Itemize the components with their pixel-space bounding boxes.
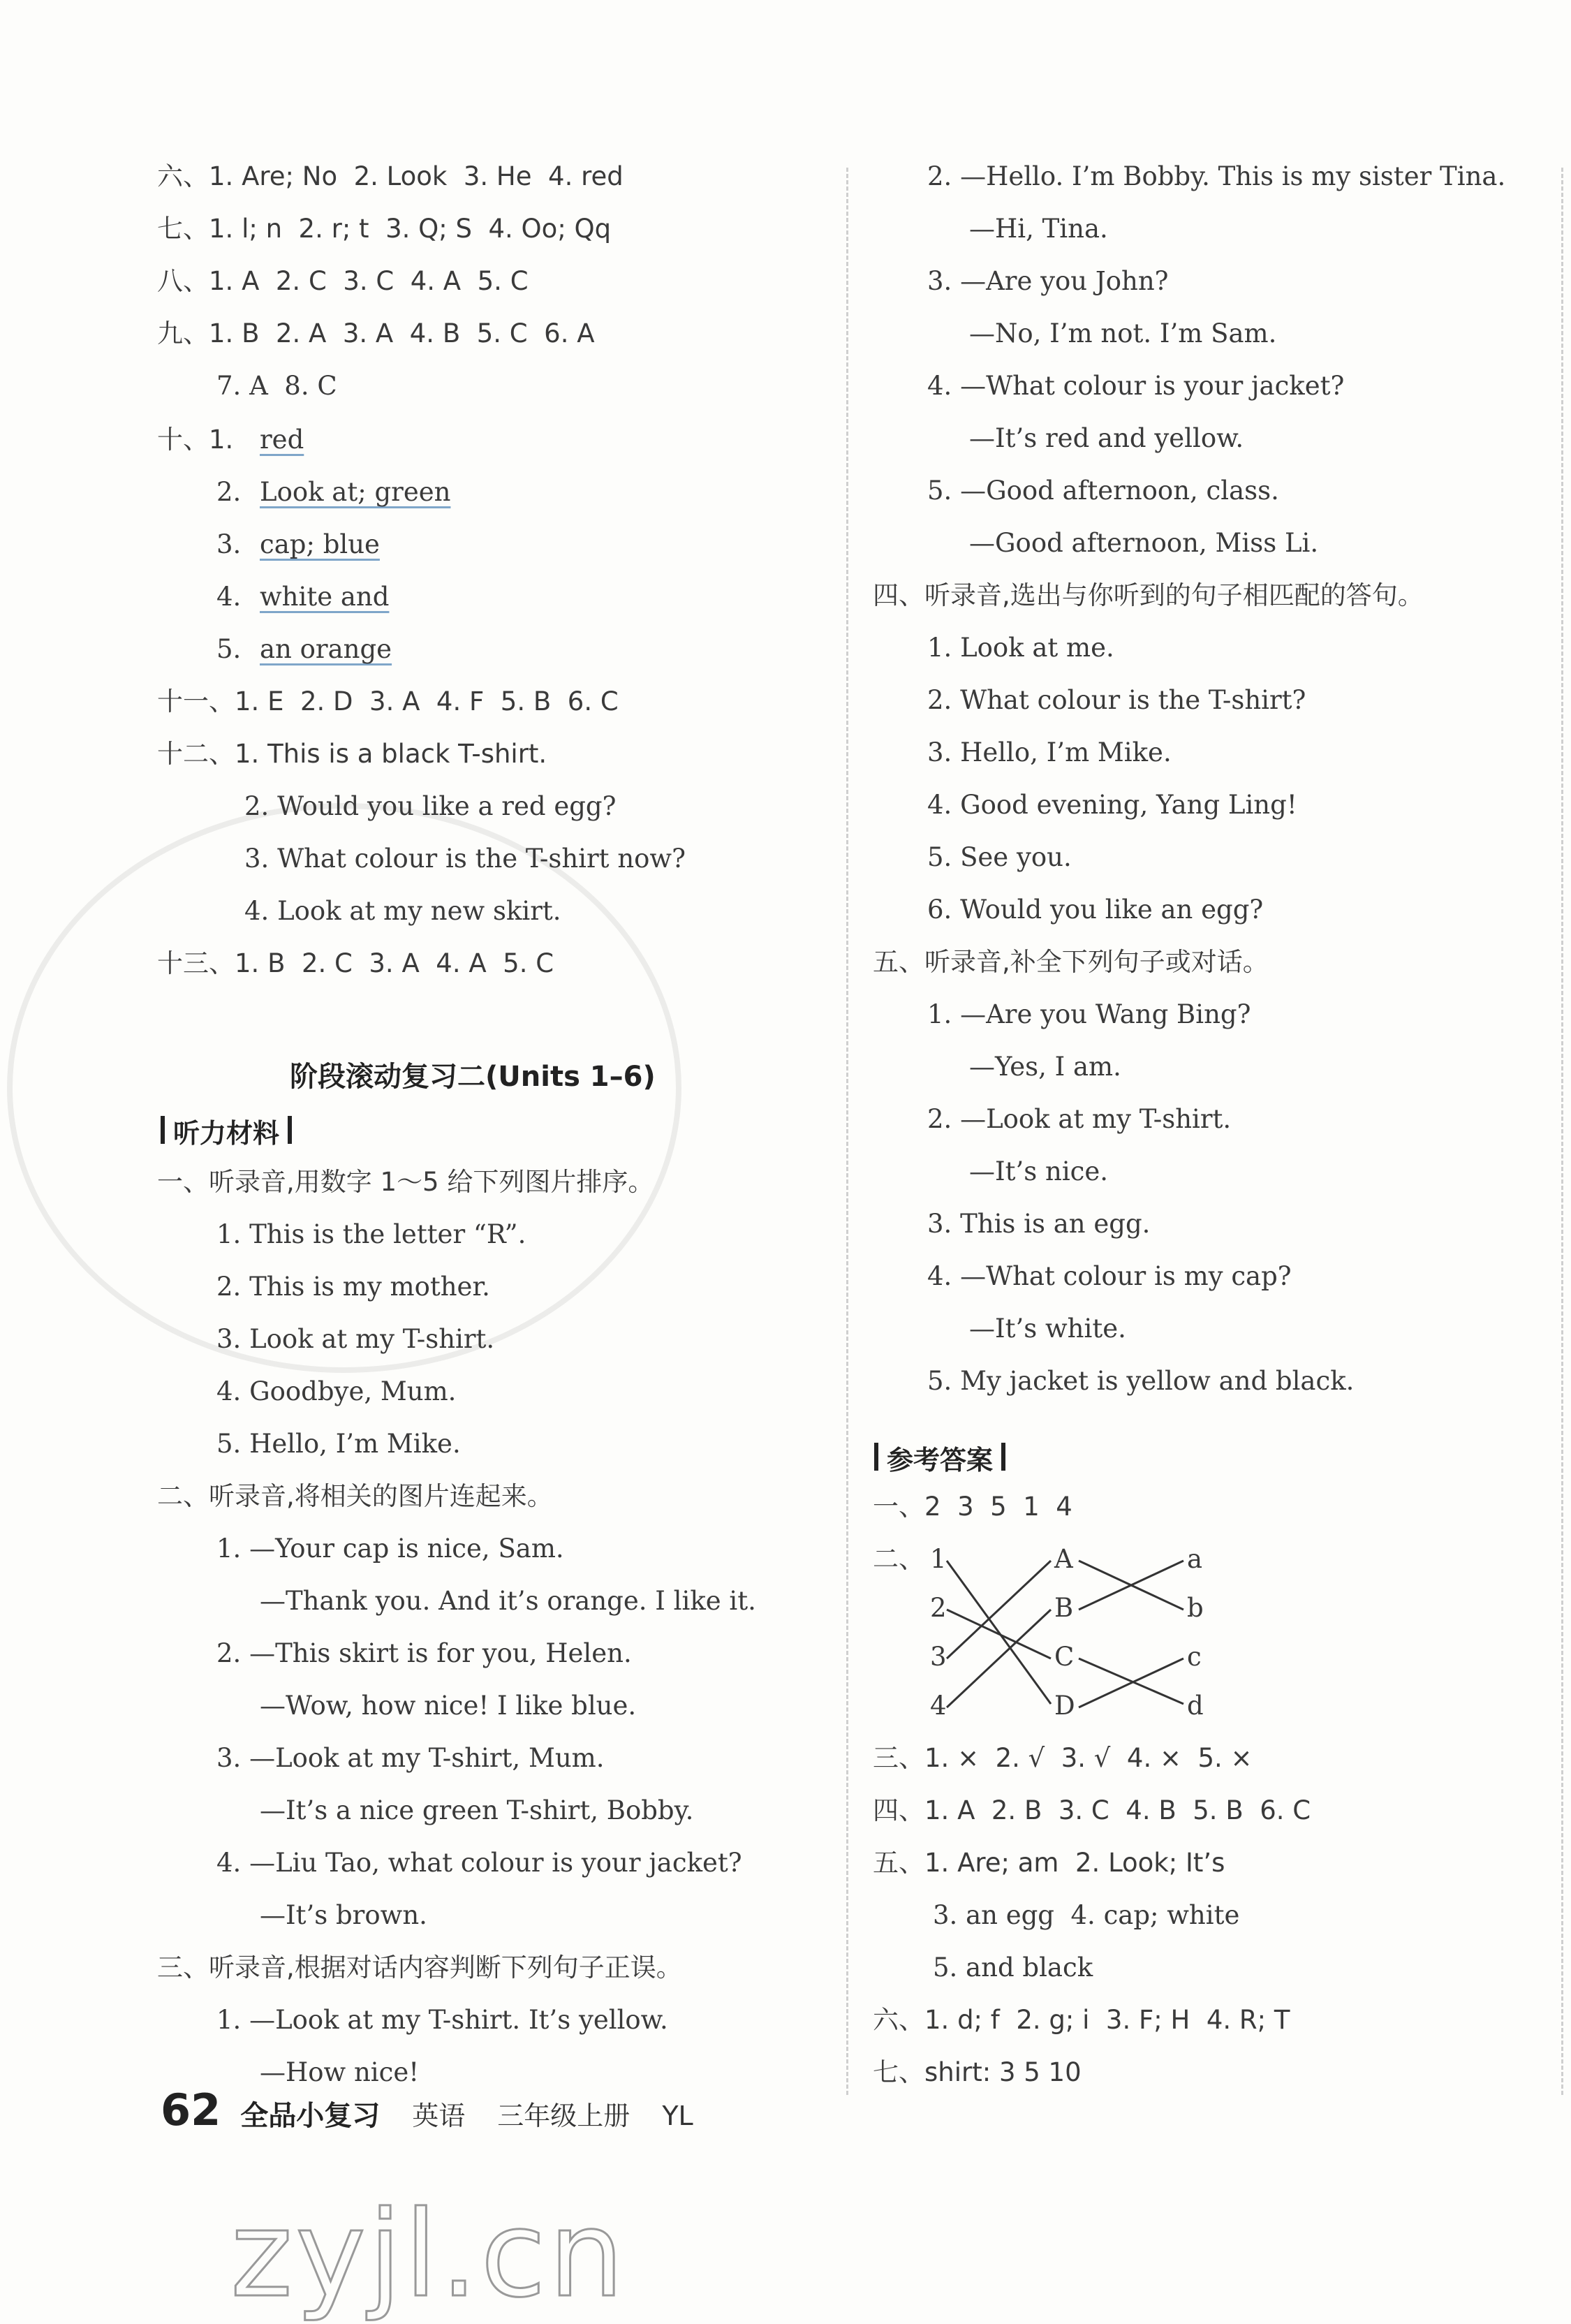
column-divider — [846, 168, 848, 2095]
subject: 英语 — [412, 2101, 466, 2131]
listening-line: —It’s a nice green T-shirt, Bobby. — [260, 1795, 694, 1825]
listening-line: 5. Hello, I’m Mike. — [216, 1429, 461, 1459]
answer-label: 十、1. — [157, 425, 234, 455]
match-mid: A — [1054, 1544, 1073, 1574]
answer-num: 3. — [216, 529, 242, 559]
listening-line: 1. This is the letter “R”. — [216, 1219, 526, 1249]
listening-line: 2. —Look at my T-shirt. — [927, 1104, 1232, 1134]
match-mid: C — [1054, 1642, 1075, 1672]
listening-line: 1. —Your cap is nice, Sam. — [216, 1534, 564, 1564]
answer-line: 四、1. A 2. B 3. C 4. B 5. B 6. C — [873, 1795, 1311, 1825]
match-label: 二、 — [873, 1544, 924, 1574]
listening-line: 4. —What colour is your jacket? — [927, 371, 1345, 401]
listening-line: 三、听录音,根据对话内容判断下列句子正误。 — [157, 1952, 682, 1983]
tag-answers: 参考答案 — [887, 1439, 993, 1477]
answer-underlined: red — [260, 425, 304, 455]
listening-line: 4. Goodbye, Mum. — [216, 1376, 457, 1406]
match-mid: B — [1054, 1593, 1074, 1623]
match-end: d — [1187, 1691, 1204, 1721]
listening-line: 2. —Hello. I’m Bobby. This is my sister Tina. — [927, 161, 1506, 191]
listening-line: —It’s white. — [969, 1314, 1126, 1344]
listening-line: 3. Look at my T-shirt. — [216, 1324, 495, 1354]
match-num: 2 — [930, 1593, 947, 1623]
answer-num: 4. — [216, 582, 242, 612]
answer-line: 七、1. l; n 2. r; t 3. Q; S 4. Oo; Qq — [157, 214, 612, 244]
listening-line: 3. Hello, I’m Mike. — [927, 737, 1172, 767]
listening-line: —How nice! — [260, 2057, 420, 2087]
listening-line: 1. —Are you Wang Bing? — [927, 999, 1251, 1029]
answer-line: 3. What colour is the T-shirt now? — [244, 844, 686, 874]
listening-line: —Good afternoon, Miss Li. — [969, 528, 1319, 558]
match-line-1-D — [947, 1561, 1051, 1704]
listening-line: 五、听录音,补全下列句子或对话。 — [873, 947, 1269, 977]
match-mid: D — [1054, 1691, 1075, 1721]
listening-line: 4. —What colour is my cap? — [927, 1261, 1292, 1291]
match-end: a — [1187, 1544, 1203, 1574]
listening-line: 3. —Look at my T-shirt, Mum. — [216, 1743, 605, 1773]
listening-line: —It’s nice. — [969, 1156, 1109, 1186]
answer-line: 三、1. × 2. √ 3. √ 4. × 5. × — [873, 1743, 1253, 1773]
answer-line: 八、1. A 2. C 3. C 4. A 5. C — [157, 266, 529, 296]
answer-underlined: cap; blue — [260, 529, 380, 559]
answer-line: 五、1. Are; am 2. Look; It’s — [873, 1848, 1225, 1878]
match-num: 1 — [930, 1544, 947, 1574]
answer-line: 5. and black — [933, 1952, 1093, 1983]
grade: 三年级上册 — [497, 2101, 630, 2131]
listening-line: 一、听录音,用数字 1～5 给下列图片排序。 — [157, 1167, 654, 1197]
listening-line: —No, I’m not. I’m Sam. — [969, 318, 1277, 348]
listening-line: 4. —Liu Tao, what colour is your jacket? — [216, 1848, 742, 1878]
match-line-3-A — [947, 1561, 1051, 1659]
answer-line: 十三、1. B 2. C 3. A 4. A 5. C — [157, 948, 554, 978]
answer-line: 十一、1. E 2. D 3. A 4. F 5. B 6. C — [157, 686, 619, 716]
answer-line: 六、1. Are; No 2. Look 3. He 4. red — [157, 161, 624, 191]
answer-underlined: Look at; green — [260, 477, 451, 507]
listening-line: —It’s red and yellow. — [969, 423, 1244, 453]
answer-line: 3. an egg 4. cap; white — [933, 1900, 1240, 1930]
match-num: 4 — [930, 1691, 947, 1721]
answer-num: 2. — [216, 477, 242, 507]
page-footer — [161, 2084, 693, 2140]
answer-underlined: white and — [260, 582, 390, 612]
match-lines — [936, 1543, 1201, 1732]
listening-line: —It’s brown. — [260, 1900, 427, 1930]
listening-line: 1. Look at me. — [927, 633, 1114, 663]
tag-listening: 听力材料 — [173, 1112, 279, 1150]
section-title: 阶段滚动复习二(Units 1–6) — [290, 1061, 656, 1093]
listening-line: 5. See you. — [927, 842, 1072, 872]
listening-line: 2. —This skirt is for you, Helen. — [216, 1638, 632, 1668]
answer-line: 7. A 8. C — [216, 371, 337, 401]
answer-num: 5. — [216, 634, 242, 664]
listening-line: —Wow, how nice! I like blue. — [260, 1691, 637, 1721]
answer-line: 4. Look at my new skirt. — [244, 896, 561, 926]
listening-line: —Thank you. And it’s orange. I like it. — [260, 1586, 756, 1616]
listening-line: 4. Good evening, Yang Ling! — [927, 790, 1297, 820]
match-end: b — [1187, 1593, 1204, 1623]
listening-line: 2. What colour is the T-shirt? — [927, 685, 1306, 715]
match-line-2-C — [947, 1610, 1051, 1659]
answer-line: 六、1. d; f 2. g; i 3. F; H 4. R; T — [873, 2005, 1290, 2035]
listening-line: 3. This is an egg. — [927, 1209, 1151, 1239]
listening-line: —Hi, Tina. — [969, 214, 1108, 244]
answer-line: 一、2 3 5 1 4 — [873, 1492, 1072, 1522]
listening-line: 3. —Are you John? — [927, 266, 1169, 296]
answer-line: 2. Would you like a red egg? — [244, 791, 617, 821]
answer-line: 九、1. B 2. A 3. A 4. B 5. C 6. A — [157, 318, 595, 348]
listening-line: 6. Would you like an egg? — [927, 895, 1264, 925]
answer-line: 七、shirt: 3 5 10 — [873, 2057, 1082, 2087]
answer-line: 十二、1. This is a black T-shirt. — [157, 739, 547, 769]
right-edge-divider — [1561, 168, 1563, 2095]
page-number: 62 — [161, 2084, 221, 2135]
answer-underlined: an orange — [260, 634, 392, 664]
match-line-4-B — [947, 1610, 1051, 1707]
edition: YL — [662, 2101, 693, 2131]
listening-line: 四、听录音,选出与你听到的句子相匹配的答句。 — [873, 580, 1424, 610]
brand-name: 全品小复习 — [240, 2100, 381, 2132]
match-num: 3 — [930, 1642, 947, 1672]
watermark: zyjl.cn — [230, 2186, 627, 2324]
listening-line: 5. My jacket is yellow and black. — [927, 1366, 1355, 1396]
match-end: c — [1187, 1642, 1202, 1672]
listening-line: 5. —Good afternoon, class. — [927, 476, 1279, 506]
listening-line: 二、听录音,将相关的图片连起来。 — [157, 1481, 553, 1511]
listening-line: —Yes, I am. — [969, 1052, 1121, 1082]
listening-line: 1. —Look at my T-shirt. It’s yellow. — [216, 2005, 668, 2035]
listening-line: 2. This is my mother. — [216, 1272, 490, 1302]
